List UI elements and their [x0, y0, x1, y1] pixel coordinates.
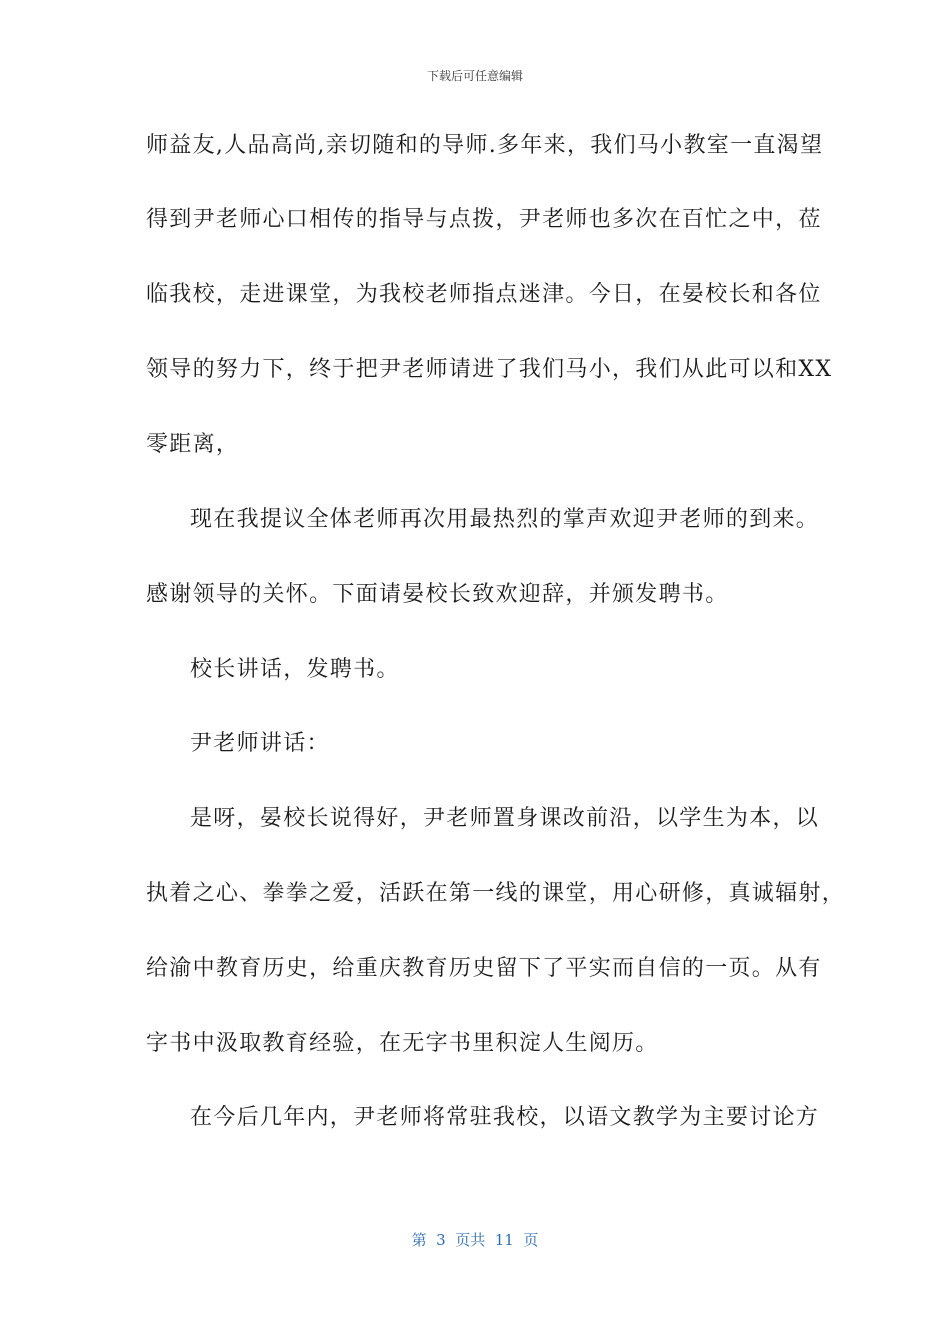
body-line-13: 字书中汲取教育经验，在无字书里积淀人生阅历。 — [146, 1031, 659, 1056]
body-line-12: 给渝中教育历史，给重庆教育历史留下了平实而自信的一页。从有 — [146, 956, 822, 981]
body-line-14: 在今后几年内，尹老师将常驻我校，以语文教学为主要讨论方 — [190, 1105, 820, 1130]
body-line-9: 尹老师讲话： — [190, 731, 330, 756]
body-line-3: 临我校，走进课堂，为我校老师指点迷津。今日，在晏校长和各位 — [146, 282, 822, 307]
page-footer: 第 3 页共 11 页 — [411, 1231, 539, 1249]
body-line-2: 得到尹老师心口相传的指导与点拨，尹老师也多次在百忙之中，莅 — [146, 207, 822, 232]
body-line-5: 零距离， — [146, 432, 240, 457]
body-line-1: 师益友,人品高尚,亲切随和的导师.多年来，我们马小教室一直渴望 — [146, 133, 824, 158]
body-line-4: 领导的努力下，终于把尹老师请进了我们马小，我们从此可以和XX — [146, 357, 833, 382]
body-line-6: 现在我提议全体老师再次用最热烈的掌声欢迎尹老师的到来。 — [190, 507, 820, 532]
body-line-7: 感谢领导的关怀。下面请晏校长致欢迎辞，并颁发聘书。 — [146, 582, 729, 607]
body-line-8: 校长讲话，发聘书。 — [190, 657, 400, 682]
body-line-11: 执着之心、拳拳之爱，活跃在第一线的课堂，用心研修，真诚辐射， — [146, 881, 846, 906]
body-line-10: 是呀，晏校长说得好，尹老师置身课改前沿，以学生为本，以 — [190, 806, 820, 831]
page-header: 下载后可任意编辑 — [426, 69, 523, 83]
